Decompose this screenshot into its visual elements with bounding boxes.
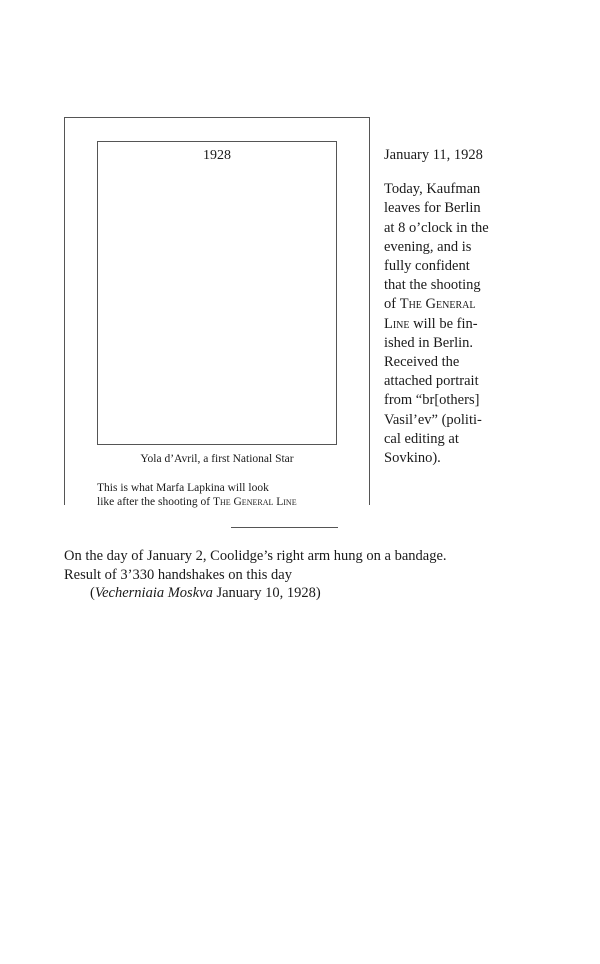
diary-line: at 8 o’clock in the bbox=[384, 219, 489, 236]
diary-line: leaves for Berlin bbox=[384, 200, 481, 217]
source-date: January 10, 1928) bbox=[212, 585, 321, 601]
film-title: The General Line bbox=[212, 496, 297, 508]
diary-text: of bbox=[384, 296, 400, 313]
caption-marfa-line-1: This is what Marfa Lapkina will look bbox=[97, 482, 269, 494]
caption-marfa-line-2-text: like after the shooting of bbox=[97, 496, 213, 508]
portrait-caption-star: Yola d’Avril, a first National Star bbox=[140, 453, 294, 465]
portrait-caption-marfa bbox=[97, 481, 297, 509]
section-divider bbox=[231, 527, 338, 528]
diary-line bbox=[384, 315, 509, 334]
note-line-2: Result of 3’330 handshakes on this day bbox=[64, 566, 292, 583]
diary-line: that the shooting bbox=[384, 277, 481, 294]
film-title: Line bbox=[384, 315, 410, 332]
diary-text: will be fin- bbox=[409, 315, 478, 332]
diary-line: evening, and is bbox=[384, 238, 472, 255]
portrait-year: 1928 bbox=[203, 148, 231, 163]
diary-line bbox=[384, 295, 509, 314]
caption-marfa-line-2 bbox=[97, 495, 297, 509]
portrait-image-frame bbox=[97, 141, 337, 445]
diary-body bbox=[384, 180, 509, 468]
diary-entry bbox=[384, 146, 509, 468]
diary-line: Received the bbox=[384, 354, 460, 371]
diary-line: from “br[others] bbox=[384, 392, 480, 409]
source-open-paren: ( bbox=[90, 585, 95, 601]
diary-line: cal editing at bbox=[384, 430, 459, 447]
diary-line: ished in Berlin. bbox=[384, 334, 474, 351]
newspaper-note bbox=[64, 547, 447, 603]
newspaper-title: Vecherniaia Moskva bbox=[94, 585, 213, 601]
film-title: The General bbox=[399, 296, 476, 313]
diary-date: January 11, 1928 bbox=[384, 147, 483, 163]
diary-line: attached portrait bbox=[384, 373, 479, 390]
diary-line: Vasil’ev” (politi- bbox=[384, 411, 482, 428]
note-source bbox=[64, 584, 447, 603]
diary-line: Today, Kaufman bbox=[384, 181, 481, 198]
note-line-1: On the day of January 2, Coolidge’s right arm hung on a bandage. bbox=[64, 548, 447, 564]
diary-line: Sovkino). bbox=[384, 450, 441, 467]
diary-line: fully confident bbox=[384, 258, 470, 275]
